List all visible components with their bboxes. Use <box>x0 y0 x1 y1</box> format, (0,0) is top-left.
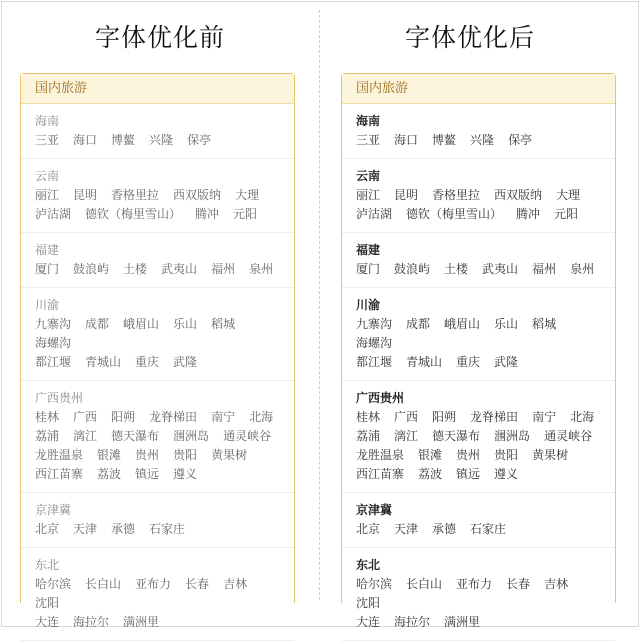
city-link[interactable]: 漓江 <box>394 429 419 443</box>
city-row <box>356 315 615 353</box>
city-link[interactable]: 阳朔 <box>432 410 457 424</box>
city-link[interactable]: 沈阳 <box>356 596 381 610</box>
city-link[interactable]: 南宁 <box>532 410 557 424</box>
city-link[interactable]: 长春 <box>506 577 531 591</box>
city-link[interactable]: 腾冲 <box>195 207 220 221</box>
city-link[interactable]: 厦门 <box>35 262 60 276</box>
region-name: 海南 <box>356 114 381 128</box>
before-title: 字体优化前 <box>94 23 225 52</box>
city-link[interactable]: 南宁 <box>211 410 236 424</box>
city-link[interactable]: 贵州 <box>135 448 160 462</box>
city-link[interactable]: 兴隆 <box>149 133 174 147</box>
city-link[interactable]: 元阳 <box>554 207 579 221</box>
city-link[interactable]: 昆明 <box>73 188 98 202</box>
region-list <box>342 104 615 641</box>
city-link[interactable]: 泉州 <box>570 262 595 276</box>
city-link[interactable]: 武夷山 <box>482 262 519 276</box>
region-group <box>21 548 294 641</box>
city-link[interactable]: 荔波 <box>418 467 443 481</box>
city-link[interactable]: 满洲里 <box>444 615 481 629</box>
city-link[interactable]: 贵阳 <box>173 448 198 462</box>
city-link[interactable]: 吉林 <box>223 577 248 591</box>
city-row <box>35 575 294 613</box>
region-group <box>342 104 615 159</box>
city-link[interactable]: 贵阳 <box>494 448 519 462</box>
city-link[interactable]: 武夷山 <box>161 262 198 276</box>
city-link[interactable]: 土楼 <box>444 262 469 276</box>
city-link[interactable]: 乐山 <box>494 317 519 331</box>
city-row <box>35 131 294 150</box>
panel-header: 国内旅游 <box>21 74 294 104</box>
city-link[interactable]: 鼓浪屿 <box>394 262 431 276</box>
city-link[interactable]: 海口 <box>73 133 98 147</box>
city-link[interactable]: 北京 <box>35 522 60 536</box>
city-link[interactable]: 桂林 <box>35 410 60 424</box>
city-link[interactable]: 重庆 <box>456 355 481 369</box>
city-row <box>35 205 294 224</box>
region-name: 福建 <box>356 243 381 257</box>
city-link[interactable]: 海拉尔 <box>394 615 431 629</box>
city-link[interactable]: 荔浦 <box>356 429 381 443</box>
city-row <box>356 260 615 279</box>
city-link[interactable]: 北海 <box>249 410 274 424</box>
city-link[interactable]: 保亭 <box>187 133 212 147</box>
city-row <box>35 186 294 205</box>
city-link[interactable]: 九寨沟 <box>356 317 393 331</box>
after-travel-panel <box>341 73 616 629</box>
region-list <box>21 104 294 641</box>
city-link[interactable]: 龙胜温泉 <box>356 448 405 462</box>
city-link[interactable]: 大连 <box>35 615 60 629</box>
city-row <box>35 315 294 353</box>
city-link[interactable]: 龙脊梯田 <box>149 410 198 424</box>
city-link[interactable]: 都江堰 <box>35 355 72 369</box>
region-name: 东北 <box>356 558 381 572</box>
column-divider <box>319 10 320 600</box>
city-link[interactable]: 涠洲岛 <box>494 429 531 443</box>
city-row <box>356 465 615 484</box>
city-row <box>35 465 294 484</box>
region-group <box>21 493 294 548</box>
city-link[interactable]: 三亚 <box>35 133 60 147</box>
city-link[interactable]: 承德 <box>111 522 136 536</box>
city-link[interactable]: 通灵峡谷 <box>223 429 272 443</box>
region-name: 东北 <box>35 558 60 572</box>
city-link[interactable]: 重庆 <box>135 355 160 369</box>
city-link[interactable]: 德钦（梅里雪山） <box>406 207 503 221</box>
region-name: 京津冀 <box>356 503 393 517</box>
city-link[interactable]: 峨眉山 <box>444 317 481 331</box>
after-title: 字体优化后 <box>404 23 535 52</box>
region-name: 京津冀 <box>35 503 72 517</box>
city-link[interactable]: 泸沽湖 <box>356 207 393 221</box>
city-link[interactable]: 泸沽湖 <box>35 207 72 221</box>
city-link[interactable]: 昆明 <box>394 188 419 202</box>
city-row <box>356 520 615 539</box>
city-link[interactable]: 博鳌 <box>111 133 136 147</box>
city-link[interactable]: 九寨沟 <box>35 317 72 331</box>
region-name: 云南 <box>356 169 381 183</box>
city-link[interactable]: 大理 <box>556 188 581 202</box>
city-link[interactable]: 北京 <box>356 522 381 536</box>
city-link[interactable]: 镇远 <box>456 467 481 481</box>
city-row <box>356 613 615 632</box>
city-link[interactable]: 德钦（梅里雪山） <box>85 207 182 221</box>
city-link[interactable]: 通灵峡谷 <box>544 429 593 443</box>
city-row <box>35 446 294 465</box>
city-link[interactable]: 都江堰 <box>356 355 393 369</box>
city-row <box>356 205 615 224</box>
city-link[interactable]: 长白山 <box>85 577 122 591</box>
city-link[interactable]: 香格里拉 <box>111 188 160 202</box>
city-link[interactable]: 长白山 <box>406 577 443 591</box>
city-link[interactable]: 稻城 <box>532 317 557 331</box>
city-row <box>35 408 294 427</box>
city-link[interactable]: 丽江 <box>356 188 381 202</box>
city-link[interactable]: 哈尔滨 <box>35 577 72 591</box>
city-link[interactable]: 遵义 <box>173 467 198 481</box>
city-link[interactable]: 亚布力 <box>456 577 493 591</box>
city-link[interactable]: 漓江 <box>73 429 98 443</box>
city-link[interactable]: 青城山 <box>406 355 443 369</box>
city-link[interactable]: 吉林 <box>544 577 569 591</box>
region-group <box>342 493 615 548</box>
city-row <box>356 186 615 205</box>
city-link[interactable]: 满洲里 <box>123 615 160 629</box>
city-link[interactable]: 海螺沟 <box>35 336 72 350</box>
city-link[interactable]: 保亭 <box>508 133 533 147</box>
city-link[interactable]: 丽江 <box>35 188 60 202</box>
city-row <box>356 575 615 613</box>
city-link[interactable]: 腾冲 <box>516 207 541 221</box>
city-link[interactable]: 银滩 <box>418 448 443 462</box>
city-link[interactable]: 三亚 <box>356 133 381 147</box>
region-group <box>342 159 615 233</box>
city-row <box>356 408 615 427</box>
city-link[interactable]: 青城山 <box>85 355 122 369</box>
city-link[interactable]: 石家庄 <box>470 522 507 536</box>
city-link[interactable]: 亚布力 <box>135 577 172 591</box>
city-link[interactable]: 福州 <box>211 262 236 276</box>
city-link[interactable]: 黄果树 <box>532 448 569 462</box>
city-link[interactable]: 荔波 <box>97 467 122 481</box>
city-link[interactable]: 稻城 <box>211 317 236 331</box>
city-link[interactable]: 天津 <box>73 522 98 536</box>
city-link[interactable]: 元阳 <box>233 207 258 221</box>
region-group <box>21 381 294 493</box>
city-link[interactable]: 海口 <box>394 133 419 147</box>
city-link[interactable]: 西江苗寨 <box>356 467 405 481</box>
city-link[interactable]: 北海 <box>570 410 595 424</box>
city-link[interactable]: 哈尔滨 <box>356 577 393 591</box>
city-link[interactable]: 成都 <box>406 317 431 331</box>
city-link[interactable]: 西双版纳 <box>173 188 222 202</box>
city-link[interactable]: 桂林 <box>356 410 381 424</box>
before-travel-panel <box>20 73 295 629</box>
region-name: 福建 <box>35 243 60 257</box>
region-name: 广西贵州 <box>35 391 84 405</box>
region-name: 川渝 <box>356 298 381 312</box>
city-row <box>356 131 615 150</box>
city-link[interactable]: 德天瀑布 <box>111 429 160 443</box>
region-group <box>21 104 294 159</box>
region-name: 云南 <box>35 169 60 183</box>
region-group <box>342 381 615 493</box>
region-group <box>21 288 294 381</box>
city-link[interactable]: 福州 <box>532 262 557 276</box>
city-link[interactable]: 广西 <box>394 410 419 424</box>
city-link[interactable]: 广西 <box>73 410 98 424</box>
city-link[interactable]: 土楼 <box>123 262 148 276</box>
city-link[interactable]: 峨眉山 <box>123 317 160 331</box>
city-link[interactable]: 武隆 <box>494 355 519 369</box>
city-link[interactable]: 厦门 <box>356 262 381 276</box>
city-link[interactable]: 银滩 <box>97 448 122 462</box>
city-link[interactable]: 成都 <box>85 317 110 331</box>
city-link[interactable]: 石家庄 <box>149 522 186 536</box>
city-row <box>35 520 294 539</box>
city-link[interactable]: 镇远 <box>135 467 160 481</box>
city-link[interactable]: 荔浦 <box>35 429 60 443</box>
city-link[interactable]: 贵州 <box>456 448 481 462</box>
region-group <box>21 159 294 233</box>
panel-header: 国内旅游 <box>342 74 615 104</box>
city-link[interactable]: 黄果树 <box>211 448 248 462</box>
region-group <box>342 548 615 641</box>
city-row <box>35 613 294 632</box>
city-row <box>356 446 615 465</box>
region-name: 广西贵州 <box>356 391 405 405</box>
region-group <box>21 233 294 288</box>
region-group <box>342 288 615 381</box>
city-link[interactable]: 西江苗寨 <box>35 467 84 481</box>
city-link[interactable]: 泉州 <box>249 262 274 276</box>
city-link[interactable]: 兴隆 <box>470 133 495 147</box>
city-link[interactable]: 香格里拉 <box>432 188 481 202</box>
city-link[interactable]: 海螺沟 <box>356 336 393 350</box>
city-row <box>356 353 615 372</box>
city-link[interactable]: 天津 <box>394 522 419 536</box>
city-row <box>356 427 615 446</box>
city-link[interactable]: 乐山 <box>173 317 198 331</box>
city-link[interactable]: 沈阳 <box>35 596 60 610</box>
region-name: 海南 <box>35 114 60 128</box>
city-link[interactable]: 龙胜温泉 <box>35 448 84 462</box>
city-row <box>35 427 294 446</box>
city-row <box>35 260 294 279</box>
city-link[interactable]: 海拉尔 <box>73 615 110 629</box>
region-group <box>342 233 615 288</box>
city-link[interactable]: 长春 <box>185 577 210 591</box>
city-link[interactable]: 涠洲岛 <box>173 429 210 443</box>
city-link[interactable]: 博鳌 <box>432 133 457 147</box>
city-link[interactable]: 德天瀑布 <box>432 429 481 443</box>
city-link[interactable]: 大理 <box>235 188 260 202</box>
city-row <box>35 353 294 372</box>
city-link[interactable]: 承德 <box>432 522 457 536</box>
region-name: 川渝 <box>35 298 60 312</box>
city-link[interactable]: 阳朔 <box>111 410 136 424</box>
city-link[interactable]: 龙脊梯田 <box>470 410 519 424</box>
city-link[interactable]: 鼓浪屿 <box>73 262 110 276</box>
city-link[interactable]: 大连 <box>356 615 381 629</box>
city-link[interactable]: 遵义 <box>494 467 519 481</box>
city-link[interactable]: 西双版纳 <box>494 188 543 202</box>
city-link[interactable]: 武隆 <box>173 355 198 369</box>
